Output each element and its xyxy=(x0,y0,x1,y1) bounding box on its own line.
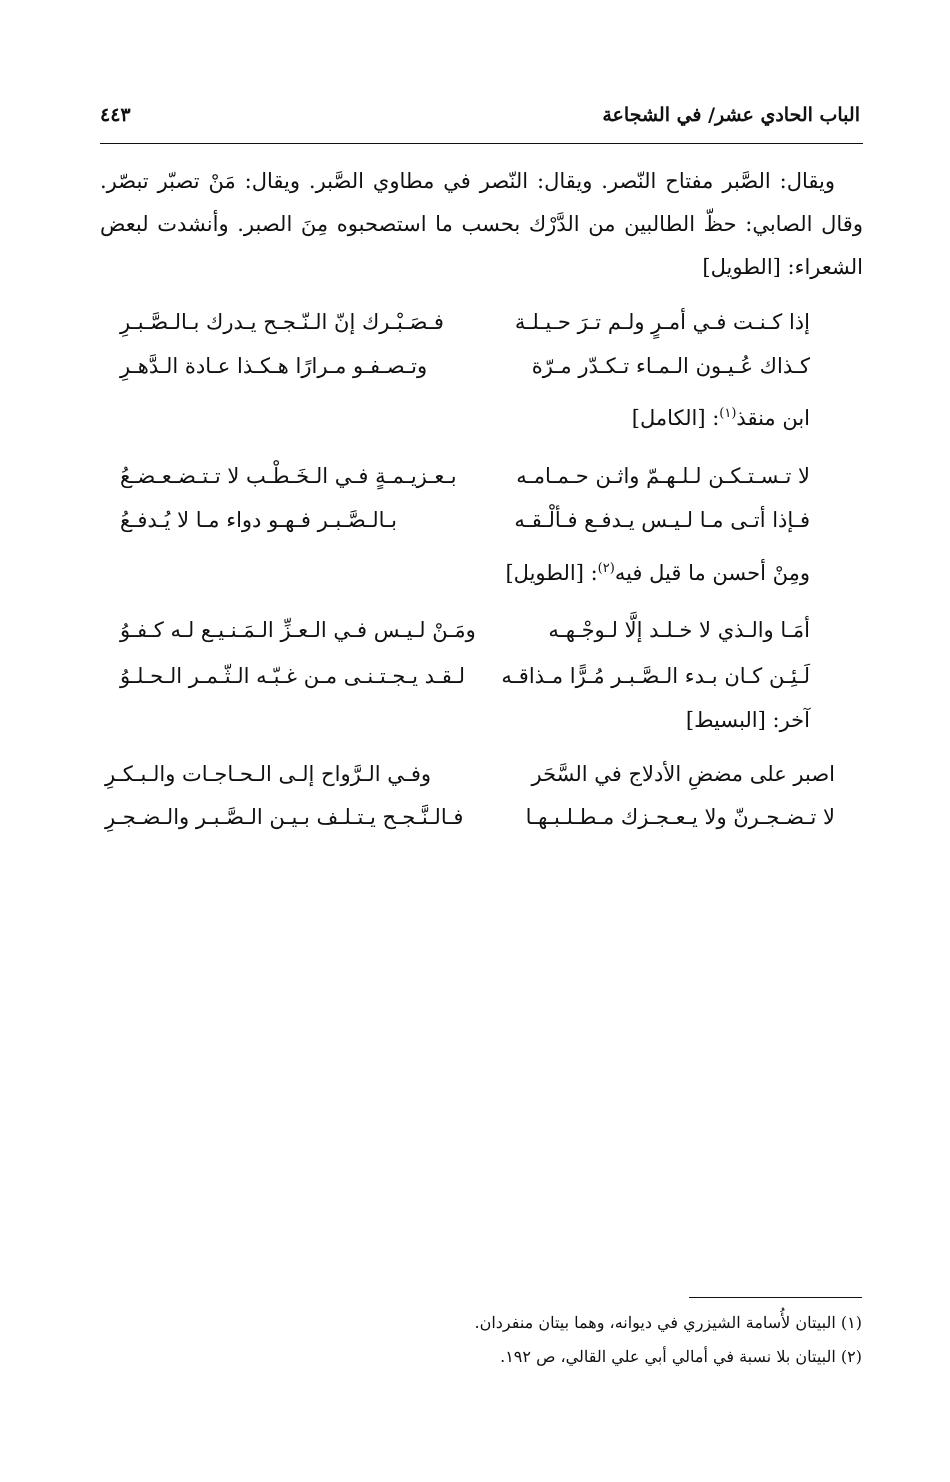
opening-paragraph xyxy=(100,160,863,289)
poem-intro-text: ومِنْ أحسن ما قيل فيه xyxy=(614,561,810,585)
poem-4-intro xyxy=(686,700,810,740)
verse-first-hemistich: لا تـضـجـرنّ ولا يـعـجـزك مـطـلـبـهـا xyxy=(525,805,835,829)
verse-second-hemistich: فـالـنَّـجـح يـتـلـف بـيـن الـصَّـبـر والـضـجـرِ xyxy=(105,805,464,829)
verse-4-1 xyxy=(105,754,835,794)
verse-3-1 xyxy=(120,610,810,650)
verse-first-hemistich: أمَـا والـذي لا خـلـد إلَّا لـوجْـهـه xyxy=(548,618,810,642)
verse-first-hemistich: كـذاك عُـيـون الـمـاء تـكـدّر مـرّة xyxy=(531,354,810,378)
paragraph-text: ويقال: الصَّبر مفتاح النّصر. ويقال: النّصر في مطاوي الصَّبر. ويقال: مَنْ تصبّر تبصّر. وقال الصابي: حظّ الطالبين من الدَّرْك بحسب ما استصحبوه مِنَ الصبر. وأنشدت لبعض الشعراء: [الطويل] xyxy=(100,169,863,279)
verse-second-hemistich: لـقـد يـجـتـنـى مـن غـبّـه الـثّـمـر الـحـلـوُ xyxy=(120,664,465,688)
meter-label: : [الطويل] xyxy=(505,561,598,585)
verse-second-hemistich: وفـي الـرَّواح إلـى الـحـاجـات والـبـكـرِ xyxy=(105,762,432,786)
verse-second-hemistich: فـصَـبْـرك إنّ الـنّـجـح يـدرك بـالـصَّـبـرِ xyxy=(120,310,444,334)
verse-first-hemistich: اصبر على مضضِ الأدلاج في السَّحَر xyxy=(531,762,835,786)
poet-name: ابن منقذ xyxy=(736,406,810,430)
footnote-rule xyxy=(689,1297,862,1298)
footnote-marker: (١) xyxy=(719,406,737,421)
verse-first-hemistich: فـإذا أتـى مـا لـيـس يـدفـع فـألْـقـه xyxy=(514,508,810,532)
footnote-2: (٢) البيتان بلا نسبة في أمالي أبي علي القالي، ص ١٩٢. xyxy=(500,1347,862,1366)
verse-first-hemistich: إذا كـنـت فـي أمـرٍ ولـم تـرَ حـيـلـة xyxy=(514,310,810,334)
verse-4-2 xyxy=(105,797,835,837)
verse-first-hemistich: لَـئِـن كـان بـدء الـصَّـبـر مُـرًّا مـذاقـه xyxy=(501,664,810,688)
poem-intro-text: آخر xyxy=(779,708,810,732)
verse-second-hemistich: وتـصـفـو مـرارًا هـكـذا عـادة الـدَّهـرِ xyxy=(120,354,428,378)
verse-2-2 xyxy=(120,500,810,540)
verse-first-hemistich: لا تـسـتـكـن لـلـهـمّ واثـن حـمـامـه xyxy=(516,464,810,488)
running-head xyxy=(100,104,860,138)
poem-2-intro xyxy=(632,398,810,438)
header-rule xyxy=(100,143,863,144)
verse-1-1 xyxy=(120,302,810,342)
meter-label: : [الكامل] xyxy=(631,406,720,430)
footnote-marker: (٢) xyxy=(597,561,615,576)
verse-1-2 xyxy=(120,346,810,386)
verse-3-2 xyxy=(120,656,810,696)
verse-2-1 xyxy=(120,456,810,496)
verse-second-hemistich: ومَـنْ لـيـس فـي الـعـزِّ الـمَـنـيـع لـه كـفـوُ xyxy=(120,618,476,642)
verse-second-hemistich: بـالـصَّـبـر فـهـو دواء مـا لا يُـدفـعُ xyxy=(120,508,397,532)
poem-3-intro xyxy=(505,553,810,593)
verse-second-hemistich: بـعـزيـمـةٍ فـي الـخَـطْـب لا تـتـضـعـضـعُ xyxy=(120,464,457,488)
footnote-1: (١) البيتان لأُسامة الشيزري في ديوانه، وهما بيتان منفردان. xyxy=(474,1313,862,1332)
chapter-title: الباب الحادي عشر/ في الشجاعة xyxy=(602,104,860,126)
page-number: ٤٤٣ xyxy=(100,104,131,126)
meter-label: : [البسيط] xyxy=(685,708,780,732)
